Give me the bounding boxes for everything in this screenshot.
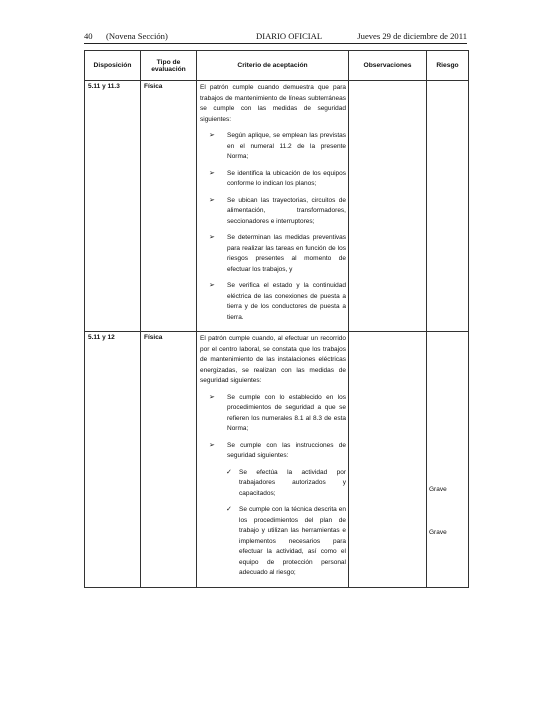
criterio-item-text: Según aplique, se emplean las previstas en el numeral 11.2 de la presente Norma; [227, 132, 346, 160]
column-header-disposicion: Disposición [85, 51, 141, 81]
criterio-subitem-text: Se cumple con la técnica descrita en los procedimientos del plan de trabajo y utilizan las herramientas e implementos necesarios para efectuar la actividad, así como el equipo de protección personal adecuado al riesgo; [239, 506, 346, 576]
page-number: 40 [84, 31, 93, 41]
criterio-intro: El patrón cumple cuando demuestra que para trabajos de mantenimiento de líneas subterráneas se cumple con las medidas de seguridad siguientes: [200, 84, 346, 123]
criterio-item-text: Se verifica el estado y la continuidad eléctrica de las conexiones de puesta a tierra y de los conductores de puesta a tierra. [227, 282, 346, 321]
criterio-subitem-text: Se efectúa la actividad por trabajadores autorizados y capacitados; [239, 468, 346, 497]
arrow-bullet-icon: ➢ [209, 282, 215, 289]
riesgo-cell [427, 332, 469, 588]
publication-title: DIARIO OFICIAL [256, 31, 323, 41]
evaluation-table [84, 50, 469, 588]
arrow-bullet-icon: ➢ [209, 196, 215, 204]
criterio-item-text: Se identifica la ubicación de los equipos conforme lo indican los planos; [227, 169, 346, 187]
tipo-cell: Física [141, 332, 197, 588]
section-label: (Novena Sección) [106, 31, 168, 41]
riesgo-value: Grave [429, 529, 447, 536]
criterio-item [200, 196, 346, 228]
criterio-cell [197, 332, 349, 588]
arrow-bullet-icon: ➢ [209, 393, 215, 401]
disposicion-cell: 5.11 y 11.3 [85, 81, 141, 332]
table-row [85, 332, 469, 588]
table-row [85, 81, 469, 332]
header-rule [84, 43, 467, 44]
riesgo-value: Grave [429, 486, 447, 493]
disposicion-cell: 5.11 y 12 [85, 332, 141, 588]
criterio-subitem [200, 468, 346, 500]
arrow-bullet-icon: ➢ [209, 169, 215, 177]
criterio-item-text: Se ubican las trayectorias, circuitos de alimentación, transformadores, seccionadores e interruptores; [227, 196, 346, 225]
criterio-item [200, 233, 346, 275]
criterio-item [200, 393, 346, 435]
observaciones-cell [349, 81, 427, 332]
riesgo-cell [427, 81, 469, 332]
criterio-cell [197, 81, 349, 332]
checkmark-bullet-icon: ✓ [226, 468, 232, 476]
arrow-bullet-icon: ➢ [209, 441, 215, 449]
table-header-row [85, 51, 469, 81]
criterio-intro: El patrón cumple cuando, al efectuar un recorrido por el centro laboral, se constata que los trabajos de mantenimiento de las instalaciones eléctricas energizadas, se realizan con las medidas de seguridad siguientes: [200, 335, 346, 384]
criterio-item [200, 441, 346, 462]
arrow-bullet-icon: ➢ [209, 132, 215, 139]
observaciones-cell [349, 332, 427, 588]
publication-date: Jueves 29 de diciembre de 2011 [357, 31, 467, 41]
criterio-item-text: Se determinan las medidas preventivas para realizar las tareas en función de los riesgos presentes al momento de efectuar los trabajos, y [227, 234, 346, 273]
tipo-cell: Física [141, 81, 197, 332]
column-header-observaciones: Observaciones [349, 51, 427, 81]
criterio-item-text: Se cumple con lo establecido en los procedimientos de seguridad a que se refieren los numerales 8.1 al 8.3 de esta Norma; [227, 393, 346, 432]
column-header-tipo: Tipo de evaluación [141, 51, 197, 81]
criterio-item [200, 131, 346, 163]
checkmark-bullet-icon: ✓ [226, 506, 232, 513]
column-header-criterio: Criterio de aceptación [197, 51, 349, 81]
criterio-item-text: Se cumple con las instrucciones de seguridad siguientes: [227, 441, 346, 459]
criterio-item [200, 169, 346, 190]
criterio-item [200, 281, 346, 323]
criterio-subitem [200, 505, 346, 579]
column-header-riesgo: Riesgo [427, 51, 469, 81]
arrow-bullet-icon: ➢ [209, 234, 215, 241]
